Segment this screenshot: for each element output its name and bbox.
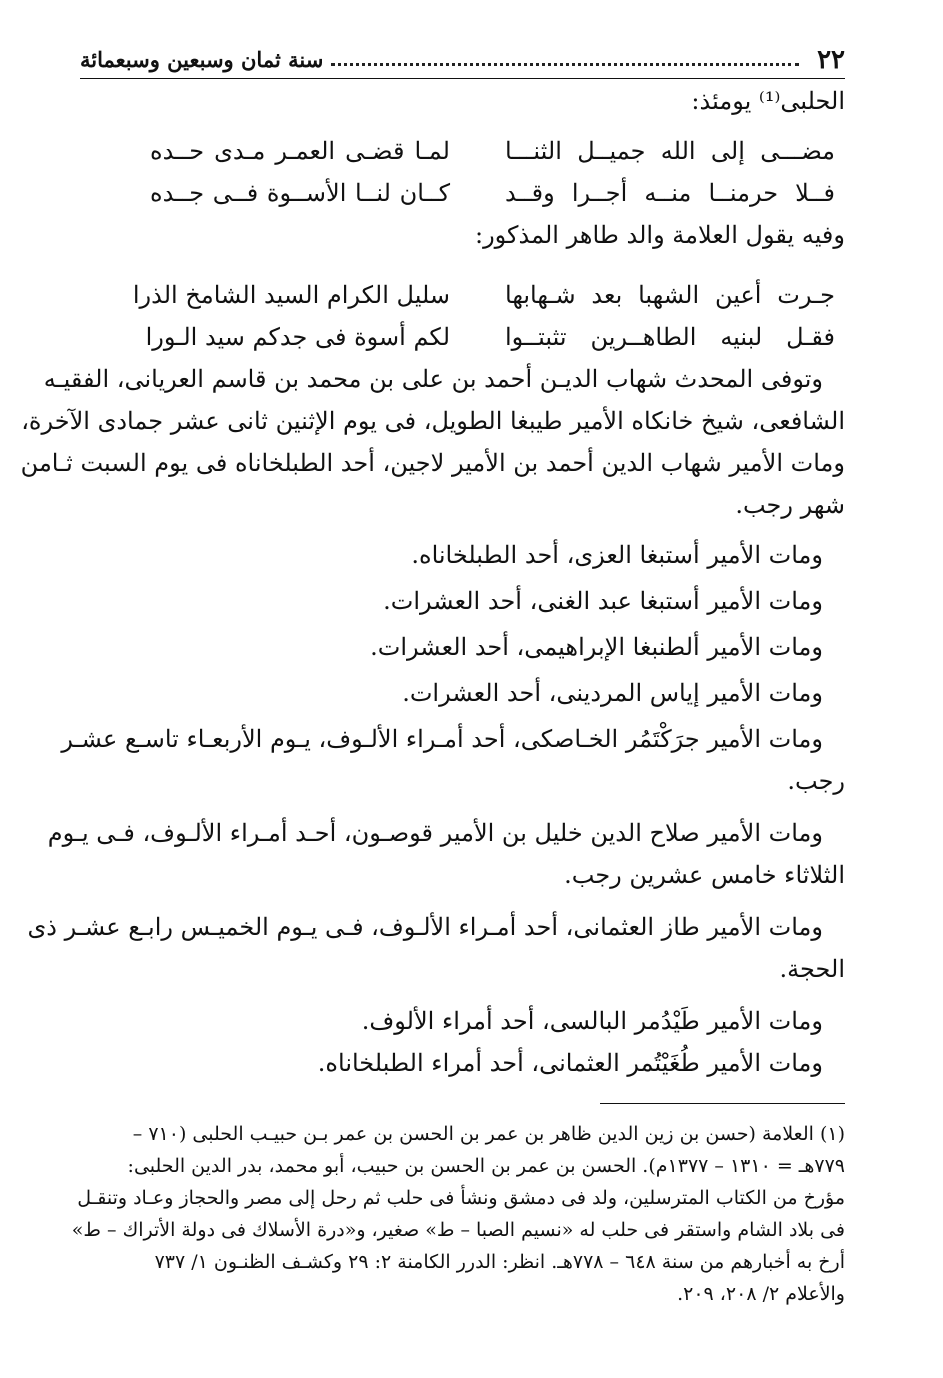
text-line: ومات الأمير ألطنبغا الإبراهيمى، أحد العشرات. [370, 633, 823, 661]
text-line: الحجة. [779, 955, 845, 983]
text-line: ومات الأمير شهاب الدين أحمد بن الأمير لاجين، أحد الطبلخاناه فى يوم السبت ثـامن [20, 449, 845, 477]
hemistich-first: فــلا حرمنــا منــه أجــرا وقــد [505, 179, 835, 207]
hemistich-first: جـرت أعين الشهبا بعد شـهابها [505, 281, 835, 309]
text-line: رجب. [787, 767, 845, 795]
text-line: ومات الأمير صلاح الدين خليل بن الأمير قوصـون، أحـد أمـراء الألـوف، فـى يـوم [47, 819, 823, 847]
text-line: وتوفى المحدث شهاب الديـن أحمد بن على بن محمد بن قاسم العريانى، الفقيـه [43, 365, 823, 393]
header-leader-dots [331, 63, 799, 66]
paragraph-obituary-1 [20, 358, 845, 526]
text-line: ومات الأمير إياس المردينى، أحد العشرات. [402, 679, 823, 707]
text-line: ومات الأمير أستبغا عبد الغنى، أحد العشرات. [383, 587, 823, 615]
hemistich-second: كــان لنــا الأســوة فــى جــده [150, 179, 450, 207]
page-number: ٢٢ [817, 45, 845, 75]
page-header [80, 38, 845, 79]
footnote-line: أرخ به أخبارهم من سنة ٦٤٨ – ٧٧٨هـ. انظر: الدرر الكامنة ٢: ٢٩ وكشـف الظنـون ١/ ٧٣٧ [154, 1251, 845, 1273]
footnote-line: (١) العلامة (حسن بن زين الدين ظاهر بن عمر بن الحسن بن عمر بـن حبيـب الحلبى (٧١٠ – [132, 1123, 845, 1145]
text-line: ومات الأمير جرَكْتَمُر الخـاصكى، أحد أمـراء الألـوف، يـوم الأربعـاء تاسـع عشـر [61, 725, 823, 753]
footnote-line: مؤرخ من الكتاب المترسلين، ولد فى دمشق ونشأ فى حلب ثم رحل إلى مصر والحجاز وعـاد وتنقـل [77, 1187, 845, 1209]
hemistich-first: فقـل لبنيه الطاهــرين تثبتــوا [505, 323, 835, 351]
footnotes [71, 1118, 845, 1310]
poem-2 [80, 274, 845, 358]
footnote-line: والأعلام ٢/ ٢٠٨، ٢٠٩. [677, 1283, 845, 1305]
text-line: ومات الأمير أستبغا العزى، أحد الطبلخاناه. [411, 541, 823, 569]
text-line: شهر رجب. [735, 491, 845, 519]
hemistich-second: لمـا قضـى العمـر مـدى حــده [150, 137, 450, 165]
running-title: سنة ثمان وسبعين وسبعمائة [80, 47, 324, 72]
poem-1 [80, 130, 845, 214]
text-line: ومات الأمير طَيْدُمر البالسى، أحد أمراء الألوف. [361, 1007, 823, 1035]
footnote-separator [600, 1103, 845, 1104]
verse-row [80, 172, 845, 214]
text-line: ومات الأمير طاز العثمانى، أحد أمـراء الألـوف، فـى يـوم الخميـس رابـع عشـر ذى [27, 913, 823, 941]
mid-line: وفيه يقول العلامة والد طاهر المذكور: [474, 221, 845, 249]
footnote-line: ٧٧٩هـ = ١٣١٠ – ١٣٧٧م). الحسن بن عمر بن الحسن بن حبيب، أبو محمد، بدر الدين الحلبى: [127, 1155, 845, 1177]
verse-row [80, 316, 845, 358]
verse-row [80, 130, 845, 172]
text-line: ومات الأمير طُغَيْتُمر العثمانى، أحد أمراء الطبلخاناه. [317, 1049, 823, 1077]
footnote-line: فى بلاد الشام واستقر فى حلب له «نسيم الصبا – ط» صغير، و«درة الأسلاك فى دولة الأتراك – ط» [71, 1219, 845, 1241]
intro-line: الحلبى⁽¹⁾ يومئذ: [691, 87, 845, 115]
hemistich-second: سليل الكرام السيد الشامخ الذرا [132, 281, 450, 309]
text-line: الشافعى، شيخ خانكاه الأمير طيبغا الطويل، فى يوم الإثنين ثانى عشر جمادى الآخرة، [21, 407, 845, 435]
verse-row [80, 274, 845, 316]
text-line: الثلاثاء خامس عشرين رجب. [564, 861, 845, 889]
hemistich-second: لكم أسوة فى جدكم سيد الـورا [145, 323, 450, 351]
main-text [20, 80, 845, 1084]
hemistich-first: مضـــى إلى الله جميــل الثنـــا [505, 137, 835, 165]
